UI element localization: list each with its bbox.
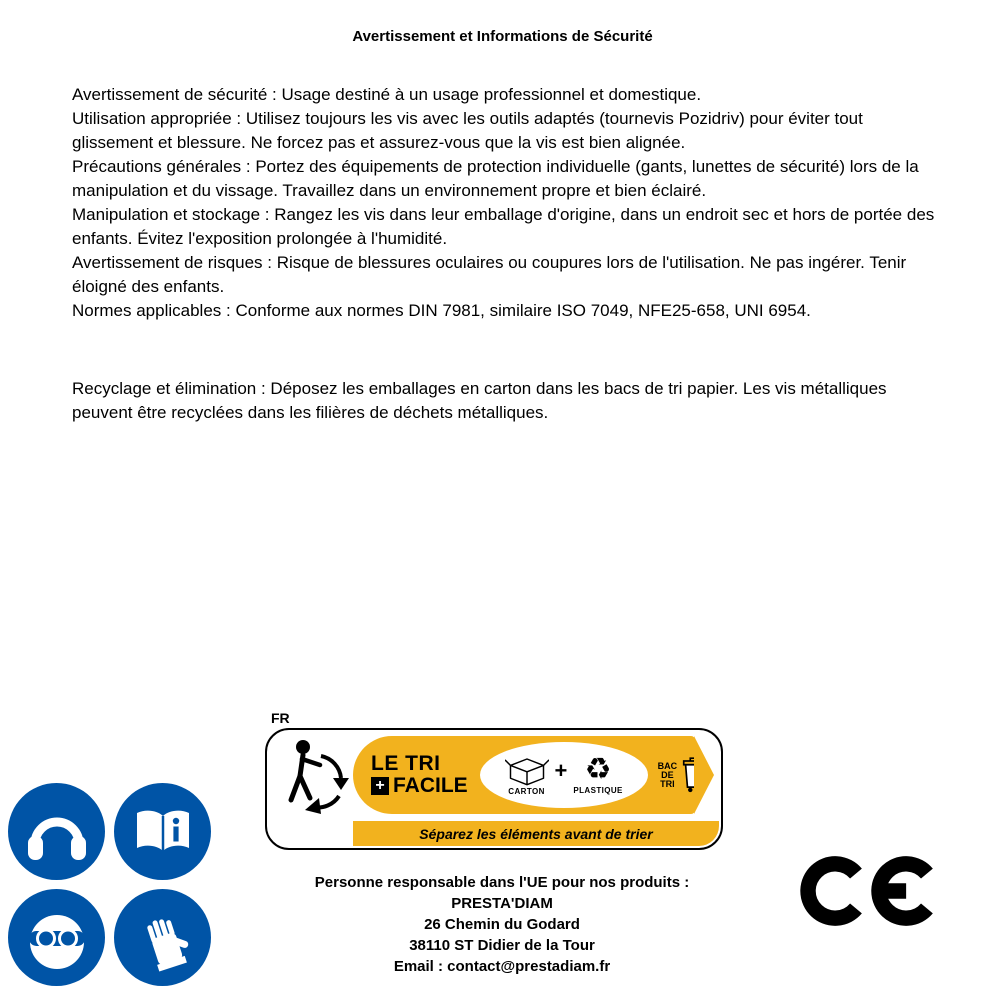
protective-gloves-icon xyxy=(114,889,211,986)
plastique-item xyxy=(573,755,622,795)
carton-label: CARTON xyxy=(508,787,545,796)
carton-item xyxy=(505,754,549,796)
read-manual-icon xyxy=(114,783,211,880)
triman-logo-icon xyxy=(275,736,355,816)
ear-protection-icon xyxy=(8,783,105,880)
paragraph-standards: Normes applicables : Conforme aux normes DIN 7981, similaire ISO 7049, NFE25-658, UNI 6954. xyxy=(72,301,811,320)
recycle-triangle-icon: ♻ xyxy=(584,753,612,786)
sorting-box xyxy=(265,728,723,850)
sorting-tagline: Séparez les éléments avant de trier xyxy=(353,821,719,846)
responsible-person-block xyxy=(252,872,752,977)
plus-box-icon: + xyxy=(371,777,389,795)
page-title: Avertissement et Informations de Sécurité xyxy=(352,28,653,45)
carton-box-icon xyxy=(505,754,549,786)
country-code-label: FR xyxy=(271,710,290,726)
sorting-info-label xyxy=(265,710,723,850)
paragraph-handling-storage: Manipulation et stockage : Rangez les vis dans leur emballage d'origine, dans un endroit sec et hors de portée des enfants. Évitez l'exposition prolongée à l'humidité. xyxy=(72,205,935,248)
band-chevron-icon xyxy=(694,736,714,814)
eye-protection-icon xyxy=(8,889,105,986)
paragraph-general-precautions: Précautions générales : Portez des équipements de protection individuelle (gants, lunettes de sécurité) lors de la manipulation et du vissage. Travaillez dans un environnement propre et bien éclairé. xyxy=(72,157,919,200)
ce-mark xyxy=(800,852,945,930)
plastique-label: PLASTIQUE xyxy=(573,786,623,795)
materials-oval xyxy=(480,742,648,808)
paragraph-safety-warning: Avertissement de sécurité : Usage destiné à un usage professionnel et domestique. xyxy=(72,85,702,104)
le-tri-facile-text xyxy=(371,753,468,797)
mandatory-safety-icons xyxy=(8,783,211,986)
plus-sign: + xyxy=(554,758,568,783)
company-name: PRESTA'DIAM xyxy=(451,895,553,912)
paragraph-risk-warning: Avertissement de risques : Risque de blessures oculaires ou coupures lors de l'utilisation. Ne pas ingérer. Tenir éloigné des enfants. xyxy=(72,253,907,296)
address-line-2: 38110 ST Didier de la Tour xyxy=(409,937,595,954)
contact-email: Email : contact@prestadiam.fr xyxy=(393,958,611,975)
paragraph-proper-use: Utilisation appropriée : Utilisez toujours les vis avec les outils adaptés (tournevis Pozidriv) pour éviter tout glissement et blessure. Ne forcez pas et assurez-vous que la vis est bien alignée. xyxy=(72,109,863,152)
facile-text: FACILE xyxy=(393,774,468,797)
sorting-yellow-band xyxy=(353,736,695,814)
address-line-1: 26 Chemin du Godard xyxy=(424,916,580,933)
responsible-intro: Personne responsable dans l'UE pour nos produits : xyxy=(314,874,690,891)
bac-de-tri-label: BAC DE TRI xyxy=(657,760,678,789)
le-tri-text: LE TRI xyxy=(371,751,441,775)
paragraph-recycling: Recyclage et élimination : Déposez les emballages en carton dans les bacs de tri papier. Les vis métalliques peuvent être recyclées dans les filières de déchets métalliques. xyxy=(72,379,887,422)
safety-text-block xyxy=(72,83,942,425)
